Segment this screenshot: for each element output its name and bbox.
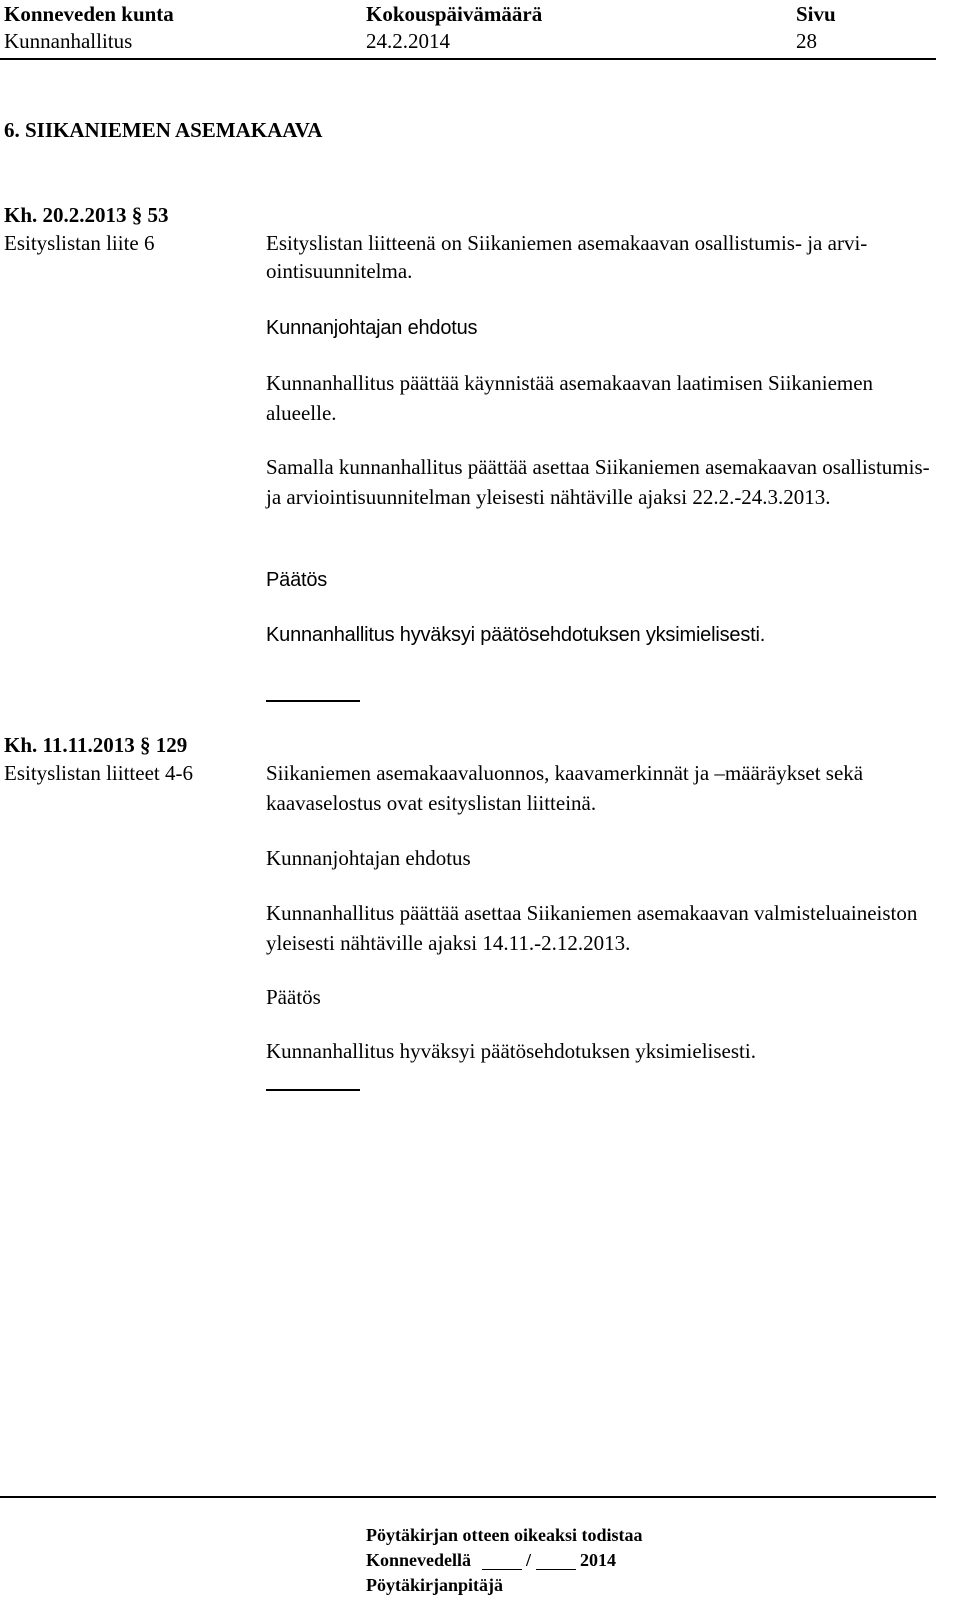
header-date: 24.2.2014: [366, 29, 450, 53]
item2-decision-label: Päätös: [266, 985, 321, 1009]
item2-ref: Kh. 11.11.2013 § 129: [4, 733, 188, 757]
footer-sep: /: [526, 1550, 532, 1570]
item2-end-rule: [266, 1089, 360, 1091]
footer-place-line: [366, 1551, 616, 1570]
item2-attachment: Esityslistan liitteet 4-6: [4, 761, 193, 785]
item1-text-line1: Esityslistan liitteenä on Siikaniemen asemakaavan osallistumis- ja arvi-: [266, 231, 868, 255]
item2-decision: Kunnanhallitus hyväksyi päätösehdotuksen yksimielisesti.: [266, 1039, 756, 1063]
item1-text-line2: ointisuunnitelma.: [266, 259, 413, 283]
item1-end-rule: [266, 700, 360, 702]
footer-secretary: Pöytäkirjanpitäjä: [366, 1575, 503, 1595]
item1-decision-label: Päätös: [266, 569, 328, 591]
footer-day-blank: [482, 1551, 522, 1570]
header-rule: [0, 58, 936, 60]
header-page-label: Sivu: [796, 2, 836, 26]
item1-proposal2: Samalla kunnanhallitus päättää asettaa Siikaniemen asemakaavan osallistumis- ja arviointisuunnitelman yleisesti nähtäville ajaksi 22.2.-24.3.2013.: [266, 455, 930, 509]
footer-year: 2014: [580, 1550, 617, 1570]
footer-rule: [0, 1496, 936, 1498]
item1-attachment: Esityslistan liite 6: [4, 231, 155, 255]
header-org: Konneveden kunta: [4, 2, 174, 26]
item1-proposal1: Kunnanhallitus päättää käynnistää asemakaavan laatimisen Siikaniemen alueelle.: [266, 371, 874, 425]
item2-text: Siikaniemen asemakaavaluonnos, kaavamerkinnät ja –määräykset sekä kaavaselostus ovat esityslistan liitteinä.: [266, 761, 864, 815]
footer-certify: Pöytäkirjan otteen oikeaksi todistaa: [366, 1525, 643, 1545]
item2-proposal-label: Kunnanjohtajan ehdotus: [266, 846, 471, 870]
page-title: 6. SIIKANIEMEN ASEMAKAAVA: [4, 118, 323, 142]
footer-month-blank: [536, 1551, 576, 1570]
header-page: 28: [796, 29, 817, 53]
item1-decision: Kunnanhallitus hyväksyi päätösehdotuksen yksimielisesti.: [266, 624, 766, 646]
item2-proposal1: Kunnanhallitus päättää asettaa Siikaniemen asemakaavan valmisteluaineiston yleisesti nähtäville ajaksi 14.11.-2.12.2013.: [266, 901, 918, 955]
item1-ref: Kh. 20.2.2013 § 53: [4, 203, 169, 227]
item1-proposal-label: Kunnanjohtajan ehdotus: [266, 317, 478, 339]
header-body: Kunnanhallitus: [4, 29, 133, 53]
footer-place: Konnevedellä: [366, 1550, 472, 1570]
header-date-label: Kokouspäivämäärä: [366, 2, 543, 26]
